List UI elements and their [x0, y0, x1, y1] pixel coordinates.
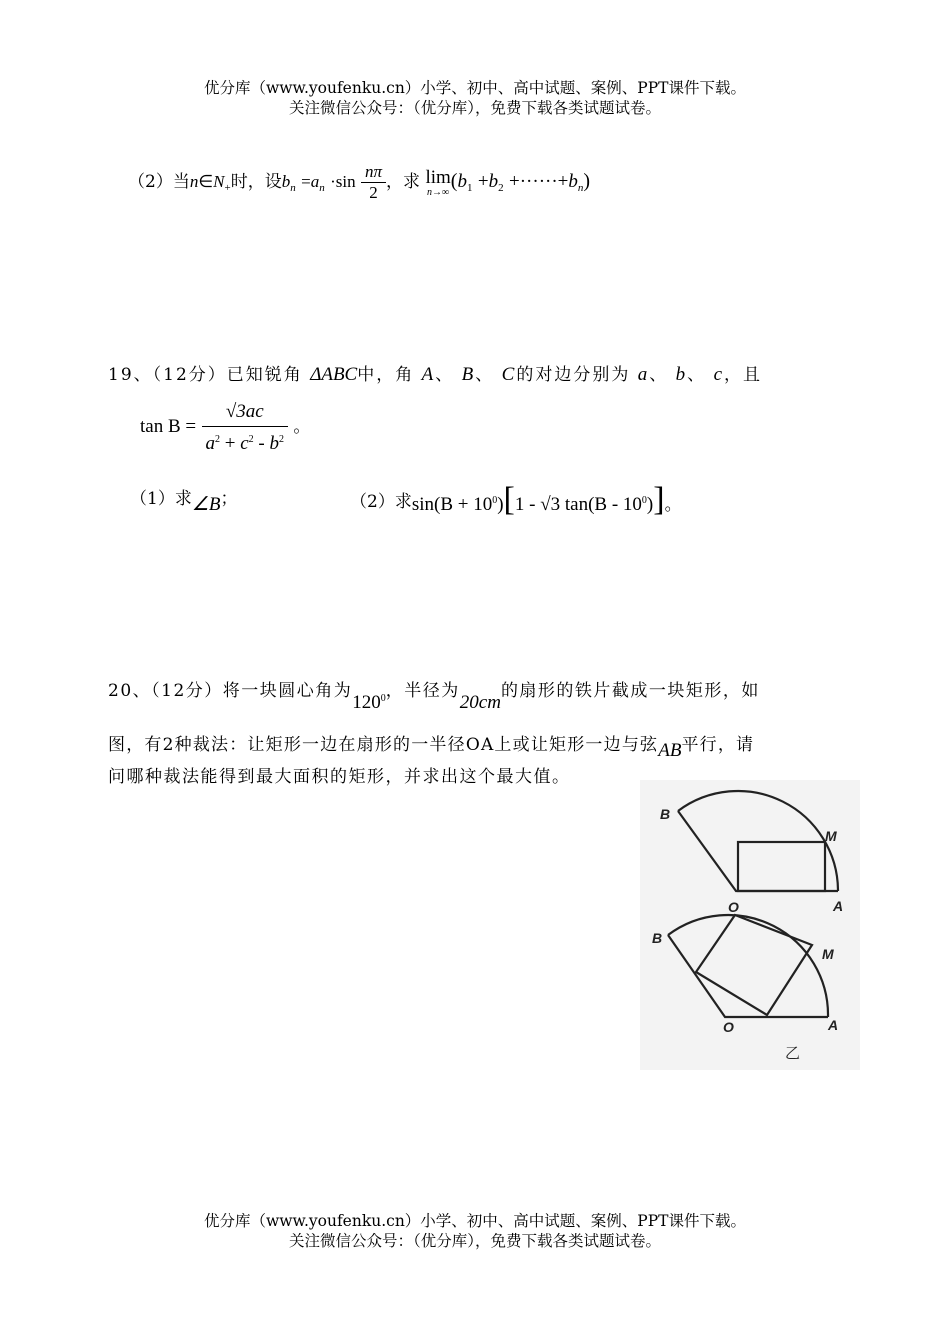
q20-score: （12分） — [151, 681, 223, 701]
q19-formula: tan B = $\frac{√3ac}{a^2 + c^2 - b^2}$ 。 — [140, 398, 310, 457]
q20-line-1: 20、（12分）将一块圆心角为$120^0$，半径为20cm的扇形的铁片截成一块矩形，如 — [108, 681, 760, 713]
label-bottom-B: B — [652, 930, 663, 946]
q18-part2: （2）当$n\in N_+$时，设$b_n =a_n \cdot\sin$ $\frac{n\pi}{2}$ ，求 lim n→∞ $(b_1 +b_2 +\cdot\cdot\cdot\cdot\cdot\cdot+b_n)$ — [128, 162, 591, 202]
label-bottom-O: O — [723, 1019, 734, 1035]
q19-stem: 19、（12分）已知锐角 ΔABC中，角 A、 B、 C的对边分别为 a、 b、 c，且 — [108, 364, 763, 385]
header-line-2: 关注微信公众号：（优分库），免费下载各类试题试卷。 — [288, 99, 661, 117]
footer-line-2: 关注微信公众号：（优分库），免费下载各类试题试卷。 — [288, 1232, 661, 1250]
q19-number: 19、 — [108, 365, 153, 385]
figure-background — [640, 780, 860, 1070]
q18-fraction: $\frac{n\pi}{2}$ — [361, 162, 386, 203]
q18-limit: lim n→∞ — [425, 166, 451, 198]
footer-line-1: 优分库（www.youfenku.cn）小学、初中、高中试题、案例、PPT课件下载。 — [203, 1212, 747, 1230]
label-bottom-A: A — [828, 1017, 839, 1033]
q19-part2: （2）求$\sin(B + 10^0)[1 - √3$ $\tan(B - 10^0)$]。 — [350, 481, 682, 518]
q18-part2-label: （2）当 — [128, 172, 190, 192]
q19-score: （12分） — [152, 365, 227, 385]
q20-line-2: 图，有2种裁法：让矩形一边在扇形的一半径OA上或让矩形一边与弦AB平行，请 — [108, 735, 755, 761]
label-bottom-M: M — [822, 946, 834, 962]
header-line-1: 优分库（www.youfenku.cn）小学、初中、高中试题、案例、PPT课件下载。 — [203, 79, 747, 97]
q20-line-3: 问哪种裁法能得到最大面积的矩形，并求出这个最大值。 — [108, 767, 571, 787]
label-top-A: A — [833, 898, 844, 914]
figure-caption: 乙 — [785, 1044, 801, 1062]
label-top-O: O — [728, 899, 739, 915]
q20-number: 20、 — [108, 681, 152, 701]
label-top-B: B — [660, 806, 671, 822]
q19-part1: （1）求∠B； — [130, 489, 238, 515]
sector-figure — [640, 780, 860, 1070]
label-top-M: M — [825, 828, 837, 844]
